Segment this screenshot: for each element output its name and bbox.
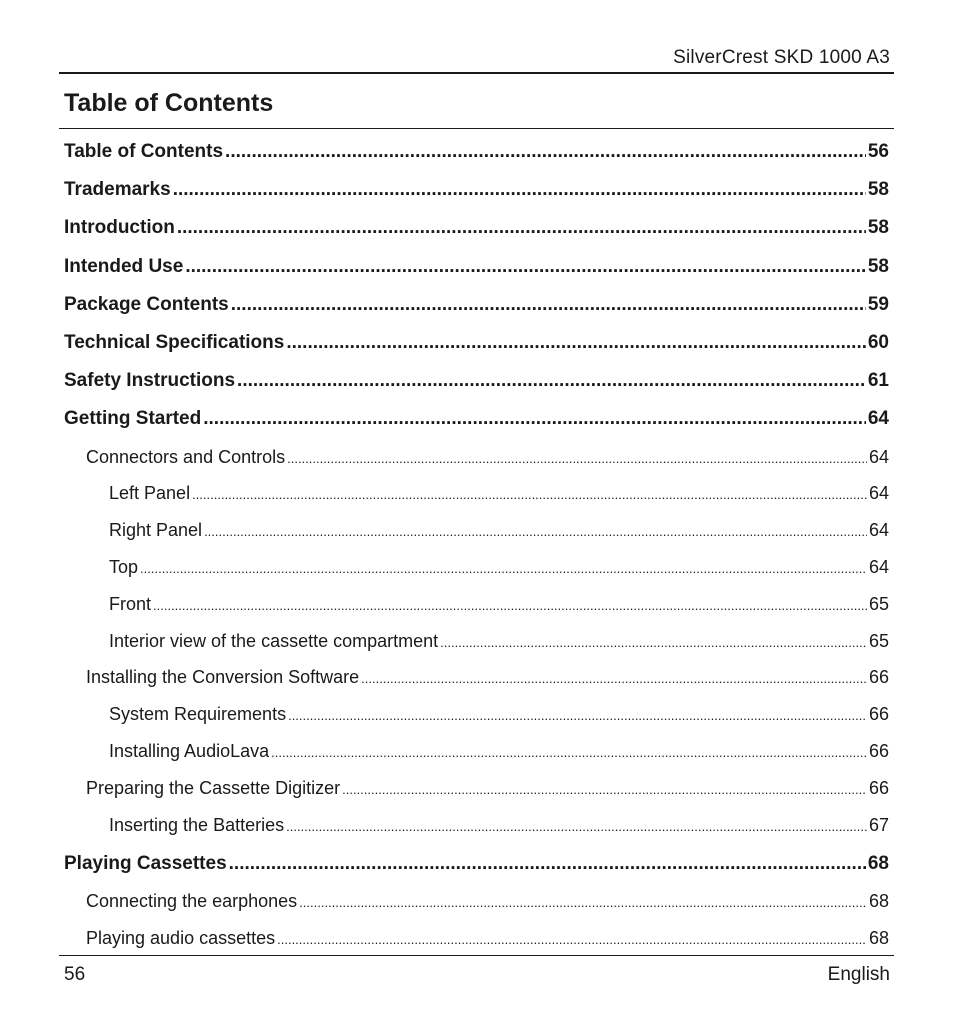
header-product-name: SilverCrest SKD 1000 A3 xyxy=(673,47,890,68)
toc-entry-label: Table of Contents xyxy=(64,141,224,162)
toc-dot-leader xyxy=(177,217,866,239)
toc-entry-label: Right Panel xyxy=(109,520,203,541)
toc-entry-label: Introduction xyxy=(64,217,175,239)
toc-entry-page: 66 xyxy=(868,704,889,725)
toc-dot-leader xyxy=(342,782,867,797)
footer-page-number: 56 xyxy=(64,964,86,985)
toc-entry-label: Technical Specifications xyxy=(64,332,285,353)
toc-entry-page: 58 xyxy=(867,179,889,201)
toc-entry-page: 58 xyxy=(867,217,889,239)
toc-entry-label: Playing audio cassettes xyxy=(86,927,276,948)
toc-entry-page: 67 xyxy=(868,814,889,835)
toc-entry[interactable] xyxy=(109,520,889,544)
toc-entry-label: Playing Cassettes xyxy=(64,852,227,874)
toc-entry[interactable] xyxy=(109,815,889,839)
toc-entry-page: 56 xyxy=(867,141,889,162)
toc-dot-leader xyxy=(185,256,866,278)
toc-entry-label: Getting Started xyxy=(64,408,202,430)
toc-dot-leader xyxy=(231,294,866,316)
toc-entry-label: System Requirements xyxy=(109,704,287,725)
toc-entry[interactable] xyxy=(109,557,889,581)
toc-entry[interactable] xyxy=(109,483,889,507)
toc-entry-page: 64 xyxy=(868,446,889,467)
toc-dot-leader xyxy=(286,819,867,834)
toc-entry[interactable] xyxy=(109,741,889,765)
toc-entry-label: Safety Instructions xyxy=(64,370,236,392)
title-divider xyxy=(59,128,894,129)
page-title: Table of Contents xyxy=(64,89,274,117)
toc-entry[interactable] xyxy=(109,594,889,618)
toc-entry-label: Package Contents xyxy=(64,293,229,315)
toc-dot-leader xyxy=(288,708,867,723)
toc-entry-page: 61 xyxy=(867,370,889,392)
toc-entry-label: Installing the Conversion Software xyxy=(86,667,360,688)
toc-entry-label: Connecting the earphones xyxy=(86,891,298,911)
toc-entry[interactable] xyxy=(64,853,889,879)
toc-dot-leader xyxy=(225,141,866,163)
toc-entry-page: 59 xyxy=(867,293,889,315)
toc-entry[interactable] xyxy=(109,704,889,728)
toc-entry[interactable] xyxy=(64,217,889,243)
toc-dot-leader xyxy=(192,487,867,502)
toc-entry[interactable] xyxy=(86,667,889,691)
toc-dot-leader xyxy=(287,451,867,466)
toc-entry-label: Inserting the Batteries xyxy=(109,814,285,835)
toc-dot-leader xyxy=(173,179,866,201)
toc-dot-leader xyxy=(140,561,867,576)
footer-divider xyxy=(59,955,894,956)
toc-dot-leader xyxy=(361,671,867,686)
toc-entry-page: 66 xyxy=(868,777,889,798)
toc-entry-label: Front xyxy=(109,593,152,614)
toc-entry[interactable] xyxy=(64,141,889,167)
toc-dot-leader xyxy=(271,745,867,760)
toc-entry[interactable] xyxy=(86,447,889,471)
toc-dot-leader xyxy=(229,853,866,875)
toc-entry-label: Preparing the Cassette Digitizer xyxy=(86,777,341,798)
toc-entry-label: Left Panel xyxy=(109,483,191,504)
toc-entry-page: 60 xyxy=(867,332,889,353)
toc-entry-page: 66 xyxy=(868,741,889,761)
toc-entry-label: Interior view of the cassette compartment xyxy=(109,630,439,651)
toc-entry-page: 66 xyxy=(868,667,889,688)
toc-entry-page: 64 xyxy=(868,483,889,504)
toc-entry[interactable] xyxy=(86,778,889,802)
toc-entry[interactable] xyxy=(109,631,889,655)
toc-entry-page: 64 xyxy=(868,557,889,577)
toc-entry-page: 68 xyxy=(868,927,889,948)
toc-entry[interactable] xyxy=(64,408,889,434)
toc-entry-page: 65 xyxy=(868,630,889,651)
header-divider xyxy=(59,72,894,74)
toc-dot-leader xyxy=(204,524,867,539)
toc-dot-leader xyxy=(203,408,866,430)
toc-entry-label: Intended Use xyxy=(64,255,184,277)
toc-entry[interactable] xyxy=(64,256,889,282)
toc-dot-leader xyxy=(237,370,866,392)
toc-entry[interactable] xyxy=(64,370,889,396)
toc-entry[interactable] xyxy=(64,179,889,205)
toc-entry-page: 68 xyxy=(868,891,889,911)
toc-dot-leader xyxy=(440,635,867,650)
toc-entry[interactable] xyxy=(64,294,889,320)
toc-entry-page: 64 xyxy=(867,408,889,430)
toc-entry-label: Trademarks xyxy=(64,179,171,201)
toc-entry[interactable] xyxy=(86,928,889,952)
toc-entry[interactable] xyxy=(86,891,889,915)
toc-dot-leader xyxy=(153,598,867,613)
toc-dot-leader xyxy=(299,895,867,910)
toc-dot-leader xyxy=(277,932,867,947)
toc-entry-label: Installing AudioLava xyxy=(109,741,270,761)
toc-entry-page: 65 xyxy=(868,593,889,614)
toc-entry-page: 58 xyxy=(867,255,889,277)
toc-entry-page: 64 xyxy=(868,520,889,541)
toc-entry-label: Top xyxy=(109,557,139,577)
toc-entry-label: Connectors and Controls xyxy=(86,446,286,467)
toc-dot-leader xyxy=(286,332,866,354)
toc-entry-page: 68 xyxy=(867,852,889,874)
footer-language: English xyxy=(827,964,890,985)
toc-entry[interactable] xyxy=(64,332,889,358)
